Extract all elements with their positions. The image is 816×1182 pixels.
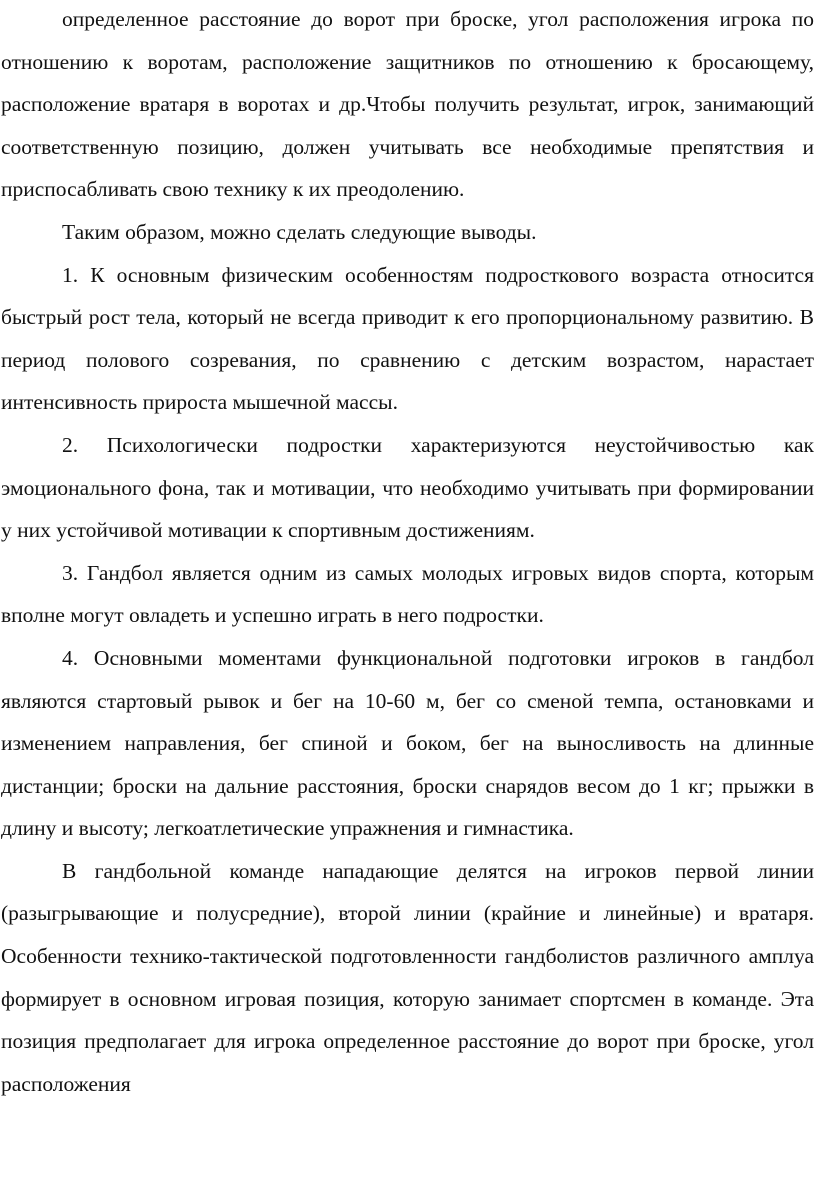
paragraph-conclusion-2: 2. Психологически подростки характеризуются неустойчивостью как эмоционального фона, так и мотивации, что необходимо учитывать при формировании у них устойчивой мотивации к спортивным достижениям. [1,432,814,543]
paragraph-continuation: определенное расстояние до ворот при броске, угол расположения игрока по отношению к воротам, расположение защитников по отношению к бросающему, расположение вратаря в воротах и др.Чтобы получить результат, игрок, занимающий соответственную позицию, должен учитывать все необходимые препятствия и приспосабливать свою технику к их преодолению. [1,7,814,202]
paragraph-conclusion-4: 4. Основными моментами функциональной подготовки игроков в гандбол являются стартовый рывок и бег на 10-60 м, бег со сменой темпа, остановками и изменением направления, бег спиной и боком, бег на выносливость на длинные дистанции; броски на дальние расстояния, броски снарядов весом до 1 кг; прыжки в длину и высоту; легкоатлетические упражнения и гимнастика. [1,645,814,841]
paragraph-conclusion-intro: Таким образом, можно сделать следующие выводы. [62,219,537,244]
paragraph-team-roles: В гандбольной команде нападающие делятся на игроков первой линии (разыгрывающие и полусредние), второй линии (крайние и линейные) и вратаря. Особенности технико-тактической подготовленности гандболистов различного амплуа формирует в основном игровая позиция, которую занимает спортсмен в команде. Эта позиция предполагает для игрока определенное расстояние до ворот при броске, угол расположения [1,858,814,1096]
document-body [1,0,814,1105]
paragraph-conclusion-3: 3. Гандбол является одним из самых молодых игровых видов спорта, которым вполне могут овладеть и успешно играть в него подростки. [1,560,814,628]
paragraph-conclusion-1: 1. К основным физическим особенностям подросткового возраста относится быстрый рост тела, который не всегда приводит к его пропорциональному развитию. В период полового созревания, по сравнению с детским возрастом, нарастает интенсивность прироста мышечной массы. [1,262,814,415]
